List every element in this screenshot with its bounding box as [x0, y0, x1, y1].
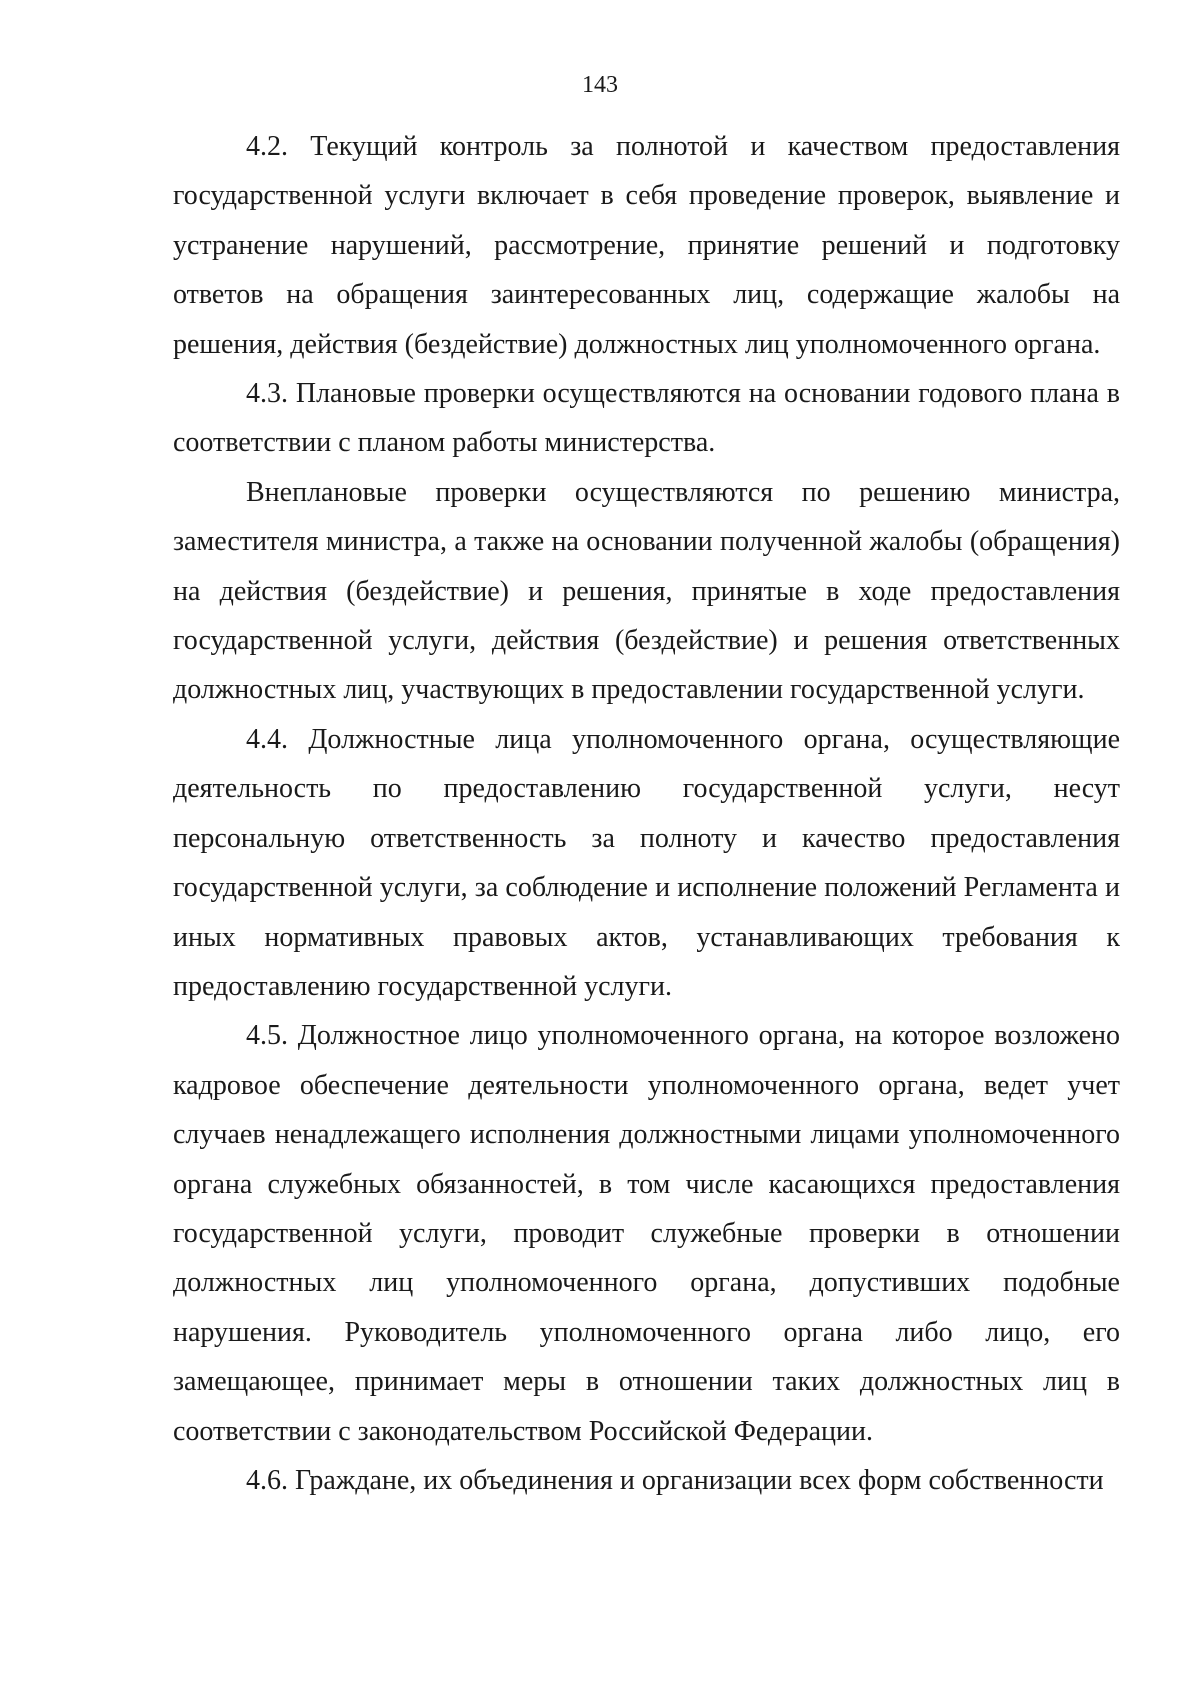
paragraph-4-3: 4.3. Плановые проверки осуществляются на основании годового плана в соответствии с планом работы министерства. — [173, 378, 1120, 459]
document-body — [173, 122, 1120, 1505]
paragraph-4-5: 4.5. Должностное лицо уполномоченного органа, на которое возложено кадровое обеспечение деятельности уполномоченного органа, ведет учет случаев ненадлежащего исполнения должностными лицами уполномоченного органа служебных обязанностей, в том числе касающихся предоставления государственной услуги, проводит служебные проверки в отношении должностных лиц уполномоченного органа, допустивших подобные нарушения. Руководитель уполномоченного органа либо лицо, его замещающее, принимает меры в отношении таких должностных лиц в соответствии с законодательством Российской Федерации. — [173, 1020, 1120, 1447]
paragraph-4-2: 4.2. Текущий контроль за полнотой и качеством предоставления государственной услуги включает в себя проведение проверок, выявление и устранение нарушений, рассмотрение, принятие решений и подготовку ответов на обращения заинтересованных лиц, содержащие жалобы на решения, действия (бездействие) должностных лиц уполномоченного органа. — [173, 131, 1120, 360]
paragraph-unscheduled-inspections: Внеплановые проверки осуществляются по решению министра, заместителя министра, а также на основании полученной жалобы (обращения) на действия (бездействие) и решения, принятые в ходе предоставления государственной услуги, действия (бездействие) и решения ответственных должностных лиц, участвующих в предоставлении государственной услуги. — [173, 476, 1120, 706]
paragraph-4-4: 4.4. Должностные лица уполномоченного органа, осуществляющие деятельность по предоставлению государственной услуги, несут персональную ответственность за полноту и качество предоставления государственной услуги, за соблюдение и исполнение положений Регламента и иных нормативных правовых актов, устанавливающих требования к предоставлению государственной услуги. — [173, 723, 1120, 1002]
page-number: 143 — [582, 72, 618, 98]
paragraph-4-6: 4.6. Граждане, их объединения и организации всех форм собственности — [246, 1464, 1104, 1496]
